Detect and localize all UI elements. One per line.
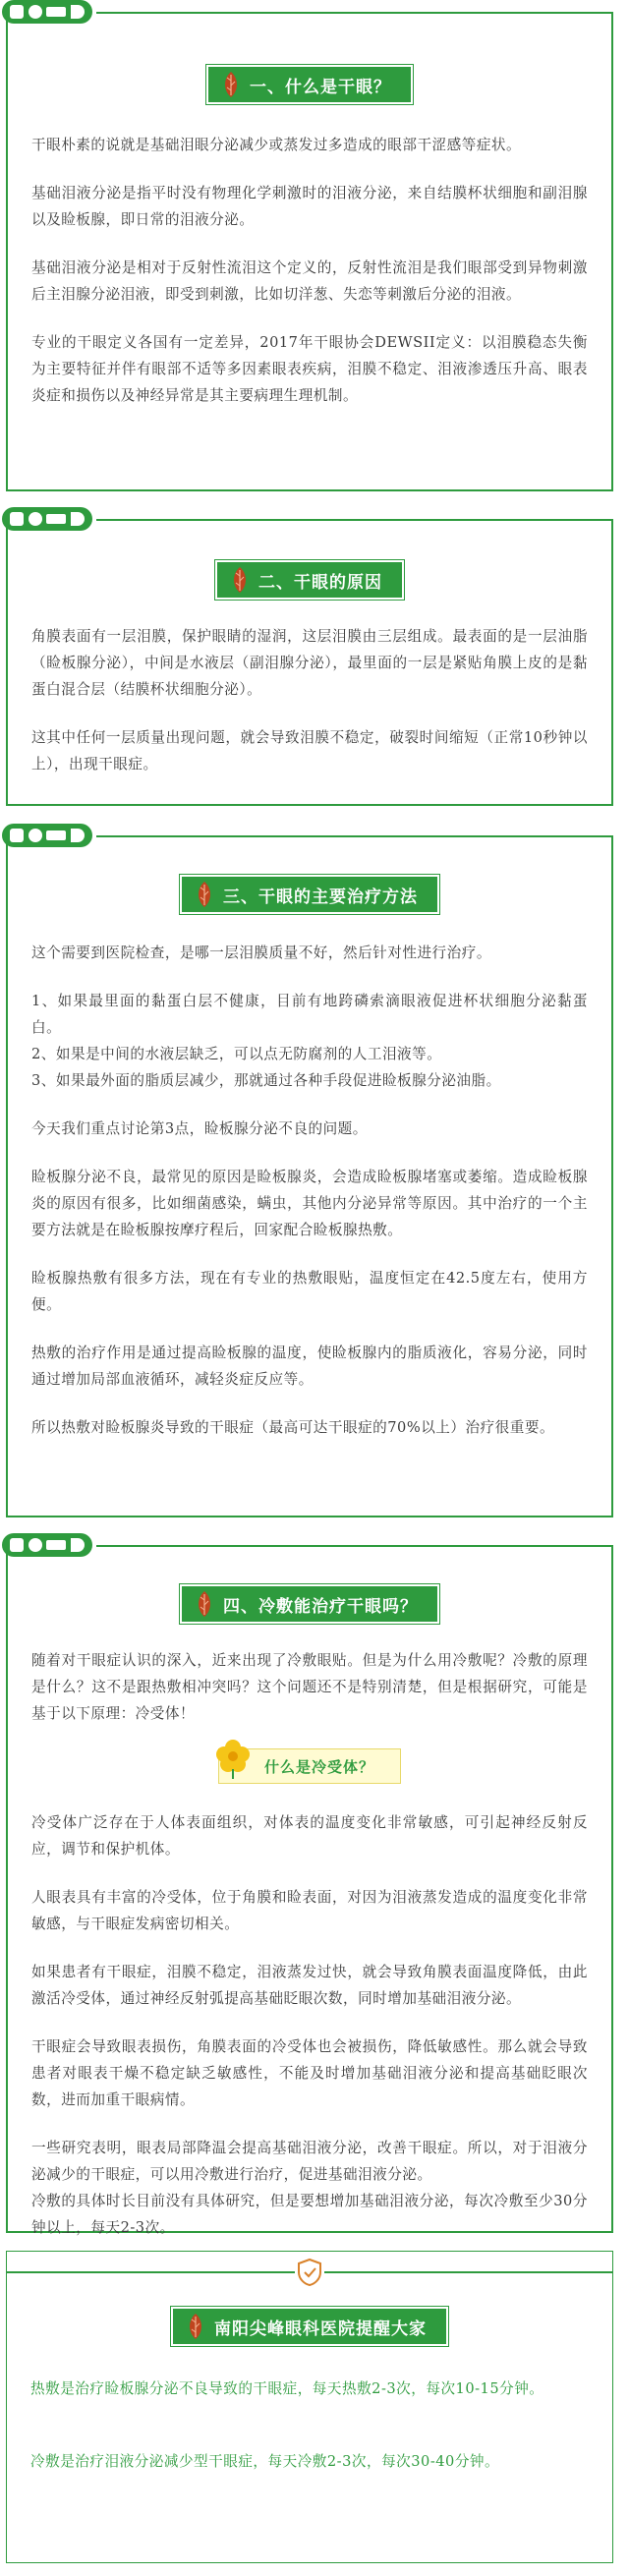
subheading: 什么是冷受体？	[263, 1757, 374, 1776]
paragraph: 睑板腺分泌不良，最常见的原因是睑板腺炎，会造成睑板腺堵塞或萎缩。造成睑板腺炎的原因有很多，比如细菌感染，螨虫，其他内分泌异常等原因。其中治疗的一个主要方法就是在睑板腺按摩疗程后，回家配合睑板腺热敷。	[31, 1169, 588, 1238]
leaf-icon	[222, 71, 240, 98]
paragraph: 热敷的治疗作用是通过提高睑板腺的温度，使睑板腺内的脂质液化，容易分泌，同时通过增加局部血液循环，减轻炎症反应等。	[31, 1345, 588, 1388]
section-card-4	[6, 1545, 613, 2236]
paragraph: 一些研究表明，眼表局部降温会提高基础泪液分泌，改善干眼症。所以，对于泪液分泌减少的干眼症，可以用冷敷进行治疗，促进基础泪液分泌。	[31, 2140, 588, 2183]
list-item: 1、如果最里面的黏蛋白层不健康，目前有地跨磷索滴眼液促进杯状细胞分泌黏蛋白。	[31, 993, 588, 1036]
paragraph: 随着对干眼症认识的深入，近来出现了冷敷眼贴。但是为什么用冷敷呢？冷敷的原理是什么？这不是跟热敷相冲突吗？这个问题还不是特别清楚，但是根据研究，可能是基于以下原理：冷受体！	[31, 1652, 588, 1722]
leaf-icon	[231, 566, 249, 594]
section-title: 一、什么是干眼？	[250, 77, 391, 97]
hospital-title-banner	[173, 2309, 446, 2344]
section-title: 三、干眼的主要治疗方法	[223, 887, 418, 907]
paragraph: 基础泪液分泌是指平时没有物理化学刺激时的泪液分泌，来自结膜杯状细胞和副泪腺以及睑板腺，即日常的泪液分泌。	[31, 185, 588, 228]
hospital-reminder-card	[6, 2251, 613, 2563]
list-item: 2、如果是中间的水液层缺乏，可以点无防腐剂的人工泪液等。	[31, 1046, 442, 1062]
paragraph: 这其中任何一层质量出现问题，就会导致泪膜不稳定，破裂时间缩短（正常10秒钟以上），出现干眼症。	[31, 729, 588, 773]
subheading-box	[218, 1748, 401, 1784]
paragraph: 冷受体广泛存在于人体表面组织，对体表的温度变化非常敏感，可引起神经反射反应，调节和保护机体。	[31, 1814, 588, 1858]
list-item: 3、如果最外面的脂质层减少，那就通过各种手段促进睑板腺分泌油脂。	[31, 1072, 501, 1089]
leaf-icon	[187, 2313, 204, 2340]
paragraph: 干眼朴素的说就是基础泪眼分泌减少或蒸发过多造成的眼部干涩感等症状。	[31, 137, 522, 153]
flower-icon	[209, 1734, 257, 1781]
section-card-3	[6, 835, 613, 1517]
section-tab-decoration	[2, 507, 92, 531]
leaf-icon	[196, 881, 213, 908]
paragraph: 所以热敷对睑板腺炎导致的干眼症（最高可达干眼症的70%以上）治疗很重要。	[31, 1419, 555, 1436]
section-card-1	[6, 12, 613, 491]
paragraph: 角膜表面有一层泪膜，保护眼睛的湿润，这层泪膜由三层组成。最表面的是一层油脂（睑板腺分泌），中间是水液层（副泪腺分泌），最里面的一层是紧贴角膜上皮的是黏蛋白混合层（结膜杯状细胞分泌）。	[31, 628, 588, 698]
paragraph: 今天我们重点讨论第3点，睑板腺分泌不良的问题。	[31, 1120, 368, 1137]
shield-icon	[295, 2258, 324, 2287]
section-title-banner	[182, 1586, 437, 1622]
paragraph: 这个需要到医院检查，是哪一层泪膜质量不好，然后针对性进行治疗。	[31, 945, 491, 961]
tip-hot-compress: 热敷是治疗睑板腺分泌不良导致的干眼症，每天热敷2-3次，每次10-15分钟。	[30, 2380, 544, 2397]
leaf-icon	[196, 1590, 213, 1618]
paragraph: 冷敷的具体时长目前没有具体研究，但是要想增加基础泪液分泌，每次冷敷至少30分钟以上，每天2-3次。	[31, 2193, 588, 2236]
hospital-title: 南阳尖峰眼科医院提醒大家	[214, 2318, 427, 2339]
paragraph: 专业的干眼定义各国有一定差异，2017年干眼协会DEWSII定义：以泪膜稳态失衡为主要特征并伴有眼部不适等多因素眼表疾病，泪膜不稳定、泪液渗透压升高、眼表炎症和损伤以及神经异常是其主要病理生理机制。	[31, 334, 588, 404]
paragraph: 人眼表具有丰富的冷受体，位于角膜和睑表面，对因为泪液蒸发造成的温度变化非常敏感，与干眼症发病密切相关。	[31, 1889, 588, 1932]
section-title: 二、干眼的原因	[258, 572, 382, 593]
tip-cold-compress: 冷敷是治疗泪液分泌减少型干眼症，每天冷敷2-3次，每次30-40分钟。	[30, 2453, 500, 2470]
section-title: 四、冷敷能治疗干眼吗？	[223, 1596, 418, 1617]
paragraph: 干眼症会导致眼表损伤，角膜表面的冷受体也会被损伤，降低敏感性。那么就会导致患者对眼表干燥不稳定缺乏敏感性，不能及时增加基础泪液分泌和提高基础眨眼次数，进而加重干眼病情。	[31, 2038, 588, 2108]
section-tab-decoration	[2, 824, 92, 847]
section-title-banner	[182, 877, 437, 912]
section-tab-decoration	[2, 0, 92, 24]
paragraph: 如果患者有干眼症，泪膜不稳定，泪液蒸发过快，就会导致角膜表面温度降低，由此激活冷受体，通过神经反射弧提高基础眨眼次数，同时增加基础泪液分泌。	[31, 1964, 588, 2007]
section-tab-decoration	[2, 1533, 92, 1557]
section-card-2	[6, 519, 613, 806]
section-title-banner	[217, 562, 402, 598]
paragraph: 基础泪液分泌是相对于反射性流泪这个定义的，反射性流泪是我们眼部受到异物刺激后主泪腺分泌泪液，即受到刺激，比如切洋葱、失恋等刺激后分泌的泪液。	[31, 259, 588, 303]
section-title-banner	[208, 67, 411, 102]
paragraph: 睑板腺热敷有很多方法，现在有专业的热敷眼贴，温度恒定在42.5度左右，使用方便。	[31, 1270, 588, 1313]
